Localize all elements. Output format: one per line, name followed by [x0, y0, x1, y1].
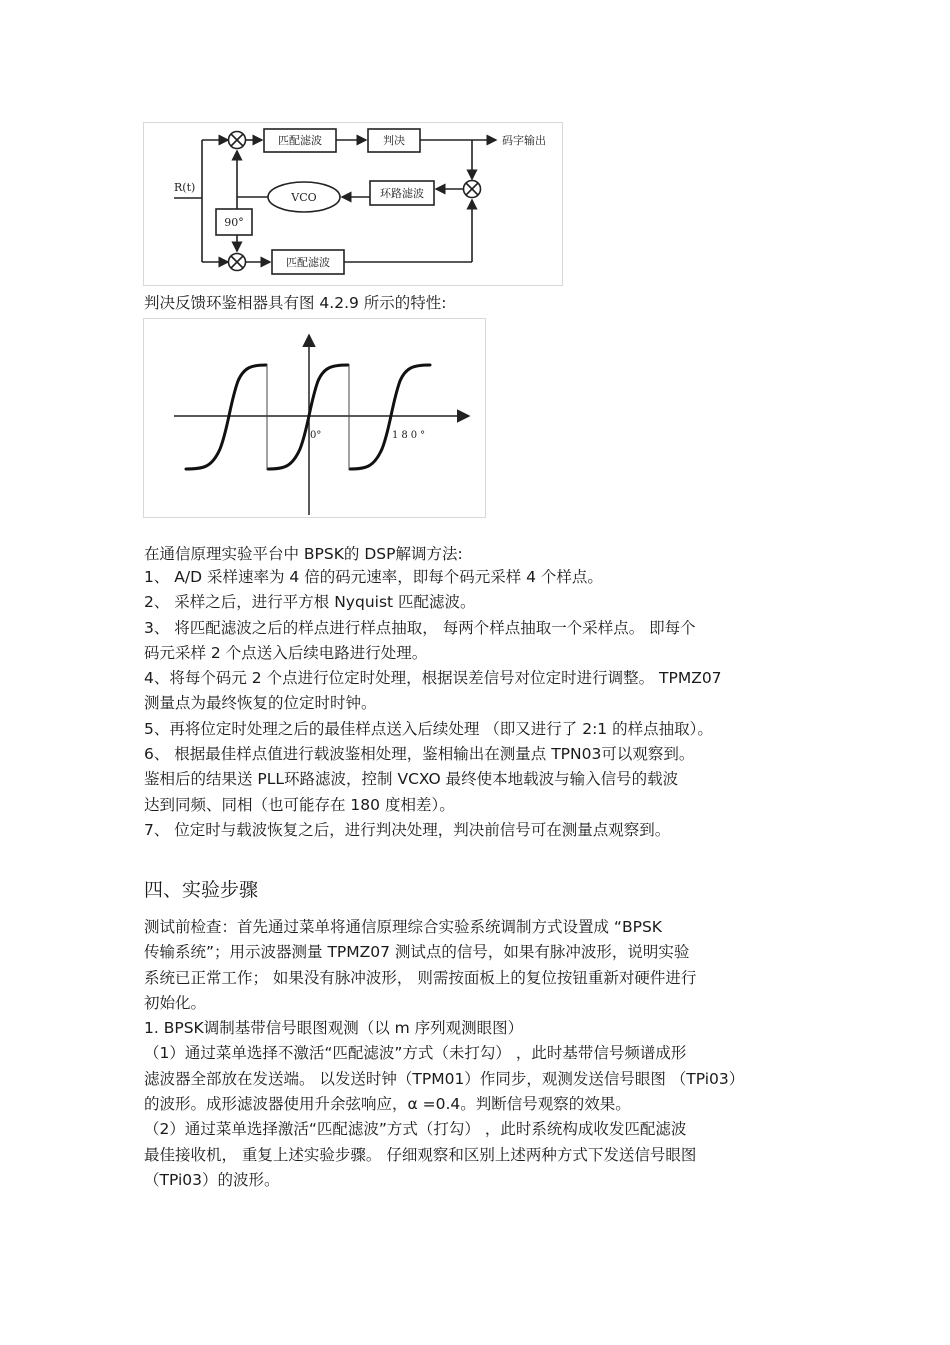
section-title: 四、实验步骤: [144, 879, 259, 901]
vco-label: VCO: [291, 191, 317, 204]
matched-filter-top-label: 匹配滤波: [278, 134, 322, 147]
paragraph-line: （2）通过菜单选择激活“匹配滤波”方式（打勾） ，此时系统构成收发匹配滤波: [144, 1120, 687, 1139]
paragraph-line: 滤波器全部放在发送端。 以发送时钟（TPM01）作同步，观测发送信号眼图 （TPi03）: [144, 1069, 745, 1088]
paragraph-line: 系统已正常工作； 如果没有脉冲波形， 则需按面板上的复位按钮重新对硬件进行: [144, 968, 697, 987]
input-label: R(t): [174, 181, 196, 194]
method-steps: [144, 565, 824, 843]
label-180-degree: 180°: [392, 430, 429, 441]
paragraph-line: 测试前检查：首先通过菜单将通信原理综合实验系统调制方式设置成 “BPSK: [144, 918, 662, 936]
step-line: 码元采样 2 个点送入后续电路进行处理。: [144, 643, 428, 662]
step-line: 3、 将匹配滤波之后的样点进行样点抽取， 每两个样点抽取一个采样点。 即每个: [144, 618, 696, 637]
loop-filter-label: 环路滤波: [380, 187, 424, 200]
block-diagram-figure: [143, 122, 563, 286]
phase-characteristic-figure: [143, 318, 486, 518]
curve-segment-1: [186, 365, 266, 469]
label-zero-degree: 0°: [310, 430, 322, 441]
paragraph-line: 传输系统”；用示波器测量 TPMZ07 测试点的信号，如果有脉冲波形，说明实验: [144, 943, 690, 962]
phase-characteristic-plot: [144, 319, 485, 517]
step-line: 2、 采样之后，进行平方根 Nyquist 匹配滤波。: [144, 593, 476, 612]
step-line: 4、将每个码元 2 个点进行位定时处理，根据误差信号对位定时进行调整。 TPMZ07: [144, 669, 722, 688]
intro-line: 在通信原理实验平台中 BPSK的 DSP解调方法:: [144, 545, 463, 563]
curve-segment-3: [350, 365, 430, 469]
item1-title: 1. BPSK调制基带信号眼图观测（以 m 序列观测眼图）: [144, 1019, 524, 1038]
phase-shift-label: 90°: [224, 216, 244, 229]
pre-check-paragraph: [144, 915, 824, 1193]
step-line: 达到同频、同相（也可能存在 180 度相差）。: [144, 795, 455, 814]
figure-caption: 判决反馈环鉴相器具有图 4.2.9 所示的特性:: [144, 294, 447, 312]
step-line: 5、再将位定时处理之后的最佳样点送入后续处理 （即又进行了 2:1 的样点抽取）。: [144, 719, 713, 738]
paragraph-line: 初始化。: [144, 993, 207, 1012]
decision-label: 判决: [383, 134, 405, 147]
curve-segment-2: [268, 365, 348, 469]
step-line: 测量点为最终恢复的位定时时钟。: [144, 694, 377, 713]
paragraph-line: 的波形。成形滤波器使用升余弦响应，α =0.4。判断信号观察的效果。: [144, 1095, 631, 1114]
step-line: 6、 根据最佳样点值进行载波鉴相处理，鉴相输出在测量点 TPN03可以观察到。: [144, 745, 695, 764]
step-line: 7、 位定时与载波恢复之后，进行判决处理，判决前信号可在测量点观察到。: [144, 820, 671, 839]
step-line: 1、 A/D 采样速率为 4 倍的码元速率，即每个码元采样 4 个样点。: [144, 568, 603, 586]
block-diagram: [144, 123, 562, 285]
output-label: 码字输出: [502, 134, 546, 147]
paragraph-line: 最佳接收机， 重复上述实验步骤。 仔细观察和区别上述两种方式下发送信号眼图: [144, 1145, 697, 1164]
matched-filter-bottom-label: 匹配滤波: [286, 256, 330, 269]
paragraph-line: （TPi03）的波形。: [144, 1170, 280, 1189]
step-line: 鉴相后的结果送 PLL环路滤波，控制 VCXO 最终使本地载波与输入信号的载波: [144, 770, 679, 789]
paragraph-line: （1）通过菜单选择不激活“匹配滤波”方式（未打勾） ，此时基带信号频谱成形: [144, 1044, 687, 1063]
